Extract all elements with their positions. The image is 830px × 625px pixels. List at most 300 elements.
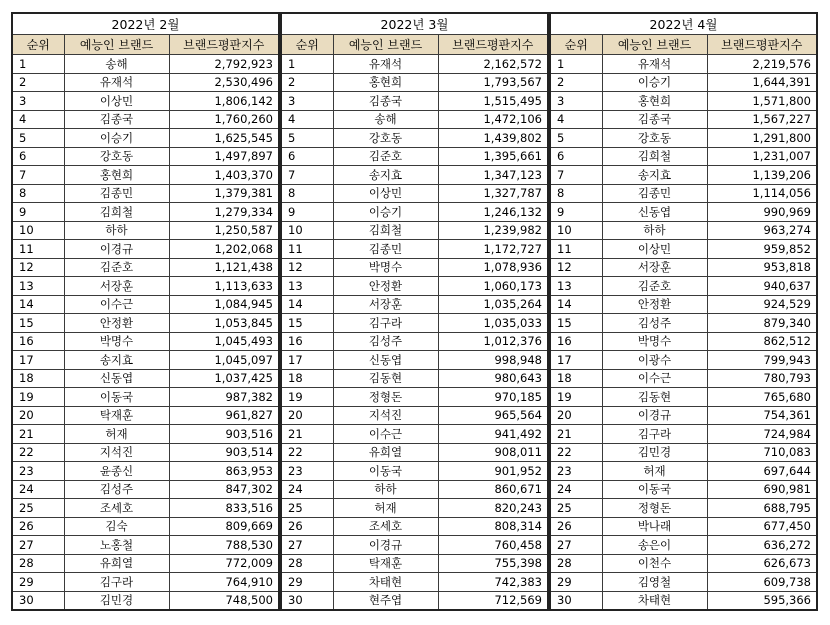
- name-cell: 현주엽: [333, 591, 438, 610]
- table-row: [12, 147, 279, 166]
- index-cell: 959,852: [707, 240, 817, 259]
- rank-cell: 7: [550, 166, 602, 185]
- rank-cell: 18: [281, 369, 333, 388]
- table-row: [550, 240, 817, 259]
- index-cell: 990,969: [707, 203, 817, 222]
- table-row: [550, 406, 817, 425]
- name-cell: 서장훈: [64, 277, 169, 296]
- index-cell: 760,458: [438, 536, 548, 555]
- table-row: [281, 147, 548, 166]
- rank-cell: 3: [12, 92, 64, 111]
- index-cell: 879,340: [707, 314, 817, 333]
- name-cell: 김종민: [64, 184, 169, 203]
- index-cell: 1,231,007: [707, 147, 817, 166]
- table-row: [281, 221, 548, 240]
- table-row: [281, 573, 548, 592]
- table-row: [12, 221, 279, 240]
- table-row: [281, 55, 548, 74]
- index-cell: 754,361: [707, 406, 817, 425]
- name-cell: 유희열: [333, 443, 438, 462]
- name-cell: 유재석: [333, 55, 438, 74]
- rank-cell: 20: [12, 406, 64, 425]
- rank-cell: 8: [281, 184, 333, 203]
- header-row: [550, 35, 817, 55]
- name-cell: 홍현희: [602, 92, 707, 111]
- index-cell: 1,037,425: [169, 369, 279, 388]
- name-cell: 김성주: [64, 480, 169, 499]
- table-row: [281, 499, 548, 518]
- table-2022-04: [549, 12, 818, 611]
- table-row: [12, 314, 279, 333]
- rank-cell: 5: [550, 129, 602, 148]
- rank-cell: 17: [550, 351, 602, 370]
- index-cell: 1,084,945: [169, 295, 279, 314]
- table-row: [12, 536, 279, 555]
- month-row: [12, 13, 279, 35]
- index-cell: 780,793: [707, 369, 817, 388]
- rank-cell: 5: [12, 129, 64, 148]
- table-row: [12, 295, 279, 314]
- table-row: [12, 573, 279, 592]
- rank-cell: 30: [281, 591, 333, 610]
- index-cell: 908,011: [438, 443, 548, 462]
- table-row: [12, 73, 279, 92]
- table-row: [281, 369, 548, 388]
- name-cell: 송지효: [602, 166, 707, 185]
- rank-cell: 2: [281, 73, 333, 92]
- rank-cell: 25: [550, 499, 602, 518]
- table-row: [281, 332, 548, 351]
- index-cell: 764,910: [169, 573, 279, 592]
- name-cell: 정형돈: [333, 388, 438, 407]
- name-cell: 홍현희: [333, 73, 438, 92]
- rank-cell: 11: [12, 240, 64, 259]
- header-brand: 예능인 브랜드: [602, 35, 707, 55]
- rank-cell: 1: [12, 55, 64, 74]
- rank-cell: 28: [550, 554, 602, 573]
- table-row: [281, 388, 548, 407]
- index-cell: 1,113,633: [169, 277, 279, 296]
- index-cell: 1,567,227: [707, 110, 817, 129]
- table-row: [550, 277, 817, 296]
- table-row: [550, 55, 817, 74]
- name-cell: 안정환: [333, 277, 438, 296]
- rank-cell: 16: [550, 332, 602, 351]
- table-row: [281, 110, 548, 129]
- rank-cell: 25: [281, 499, 333, 518]
- rank-cell: 26: [12, 517, 64, 536]
- table-row: [281, 92, 548, 111]
- index-cell: 961,827: [169, 406, 279, 425]
- table-row: [12, 55, 279, 74]
- name-cell: 조세호: [333, 517, 438, 536]
- table-row: [550, 573, 817, 592]
- table-row: [12, 92, 279, 111]
- table-row: [281, 73, 548, 92]
- name-cell: 신동엽: [602, 203, 707, 222]
- index-cell: 2,162,572: [438, 55, 548, 74]
- name-cell: 탁재훈: [333, 554, 438, 573]
- rank-cell: 14: [281, 295, 333, 314]
- rank-cell: 10: [550, 221, 602, 240]
- table-row: [550, 258, 817, 277]
- rank-cell: 9: [281, 203, 333, 222]
- month-row: [550, 13, 817, 35]
- index-cell: 860,671: [438, 480, 548, 499]
- table-row: [550, 314, 817, 333]
- name-cell: 김구라: [333, 314, 438, 333]
- table-row: [12, 351, 279, 370]
- month-row: [281, 13, 548, 35]
- table-row: [12, 369, 279, 388]
- table-row: [281, 295, 548, 314]
- table-2022-02: [11, 12, 280, 611]
- index-cell: 1,045,097: [169, 351, 279, 370]
- name-cell: 김동현: [602, 388, 707, 407]
- table-row: [550, 517, 817, 536]
- rank-cell: 15: [281, 314, 333, 333]
- name-cell: 송지효: [64, 351, 169, 370]
- index-cell: 1,121,438: [169, 258, 279, 277]
- name-cell: 강호동: [64, 147, 169, 166]
- index-cell: 1,035,264: [438, 295, 548, 314]
- table-row: [281, 277, 548, 296]
- rank-cell: 1: [550, 55, 602, 74]
- header-brand: 예능인 브랜드: [333, 35, 438, 55]
- rank-cell: 26: [281, 517, 333, 536]
- name-cell: 허재: [602, 462, 707, 481]
- index-cell: 1,571,800: [707, 92, 817, 111]
- name-cell: 김종국: [602, 110, 707, 129]
- index-cell: 941,492: [438, 425, 548, 444]
- name-cell: 이동국: [333, 462, 438, 481]
- rank-cell: 19: [550, 388, 602, 407]
- name-cell: 허재: [333, 499, 438, 518]
- name-cell: 김준호: [333, 147, 438, 166]
- rank-cell: 28: [12, 554, 64, 573]
- rank-cell: 13: [12, 277, 64, 296]
- index-cell: 788,530: [169, 536, 279, 555]
- rank-cell: 8: [550, 184, 602, 203]
- index-cell: 987,382: [169, 388, 279, 407]
- index-cell: 748,500: [169, 591, 279, 610]
- rank-cell: 10: [12, 221, 64, 240]
- index-cell: 863,953: [169, 462, 279, 481]
- rank-cell: 29: [281, 573, 333, 592]
- name-cell: 지석진: [64, 443, 169, 462]
- index-cell: 1,139,206: [707, 166, 817, 185]
- rank-cell: 17: [12, 351, 64, 370]
- table-row: [12, 554, 279, 573]
- table-row: [281, 443, 548, 462]
- table-row: [550, 425, 817, 444]
- index-cell: 1,625,545: [169, 129, 279, 148]
- header-rank: 순위: [281, 35, 333, 55]
- rank-cell: 10: [281, 221, 333, 240]
- index-cell: 772,009: [169, 554, 279, 573]
- index-cell: 1,291,800: [707, 129, 817, 148]
- index-cell: 677,450: [707, 517, 817, 536]
- table-row: [12, 166, 279, 185]
- index-cell: 710,083: [707, 443, 817, 462]
- index-cell: 609,738: [707, 573, 817, 592]
- index-cell: 1,239,982: [438, 221, 548, 240]
- header-index: 브랜드평판지수: [438, 35, 548, 55]
- name-cell: 이수근: [333, 425, 438, 444]
- index-cell: 1,327,787: [438, 184, 548, 203]
- name-cell: 김종국: [64, 110, 169, 129]
- table-row: [281, 240, 548, 259]
- index-cell: 903,516: [169, 425, 279, 444]
- name-cell: 윤종신: [64, 462, 169, 481]
- table-row: [12, 258, 279, 277]
- name-cell: 지석진: [333, 406, 438, 425]
- name-cell: 김민경: [64, 591, 169, 610]
- index-cell: 1,250,587: [169, 221, 279, 240]
- index-cell: 1,644,391: [707, 73, 817, 92]
- table-row: [12, 406, 279, 425]
- name-cell: 김구라: [64, 573, 169, 592]
- index-cell: 998,948: [438, 351, 548, 370]
- name-cell: 김종민: [602, 184, 707, 203]
- name-cell: 이동국: [64, 388, 169, 407]
- rank-cell: 18: [550, 369, 602, 388]
- table-row: [281, 536, 548, 555]
- name-cell: 김구라: [602, 425, 707, 444]
- rank-cell: 20: [281, 406, 333, 425]
- header-row: [12, 35, 279, 55]
- table-row: [281, 314, 548, 333]
- name-cell: 박명수: [64, 332, 169, 351]
- index-cell: 1,202,068: [169, 240, 279, 259]
- table-row: [12, 110, 279, 129]
- index-cell: 833,516: [169, 499, 279, 518]
- table-row: [12, 388, 279, 407]
- table-row: [281, 554, 548, 573]
- header-rank: 순위: [12, 35, 64, 55]
- rank-cell: 4: [12, 110, 64, 129]
- index-cell: 965,564: [438, 406, 548, 425]
- index-cell: 940,637: [707, 277, 817, 296]
- rank-cell: 29: [12, 573, 64, 592]
- index-cell: 1,497,897: [169, 147, 279, 166]
- name-cell: 하하: [602, 221, 707, 240]
- table-row: [550, 351, 817, 370]
- rank-cell: 11: [550, 240, 602, 259]
- table-row: [281, 406, 548, 425]
- rank-cell: 23: [550, 462, 602, 481]
- table-row: [550, 73, 817, 92]
- name-cell: 강호동: [333, 129, 438, 148]
- month-title: 2022년 2월: [12, 13, 279, 35]
- name-cell: 하하: [64, 221, 169, 240]
- table-row: [281, 166, 548, 185]
- table-row: [12, 425, 279, 444]
- rank-cell: 8: [12, 184, 64, 203]
- name-cell: 송해: [64, 55, 169, 74]
- table-row: [550, 388, 817, 407]
- rank-cell: 22: [12, 443, 64, 462]
- index-cell: 2,792,923: [169, 55, 279, 74]
- rank-cell: 27: [281, 536, 333, 555]
- rank-cell: 12: [550, 258, 602, 277]
- index-cell: 724,984: [707, 425, 817, 444]
- header-index: 브랜드평판지수: [707, 35, 817, 55]
- index-cell: 690,981: [707, 480, 817, 499]
- name-cell: 김준호: [602, 277, 707, 296]
- index-cell: 847,302: [169, 480, 279, 499]
- name-cell: 안정환: [602, 295, 707, 314]
- rank-cell: 27: [550, 536, 602, 555]
- index-cell: 595,366: [707, 591, 817, 610]
- rank-cell: 16: [281, 332, 333, 351]
- rank-cell: 11: [281, 240, 333, 259]
- table-row: [12, 591, 279, 610]
- index-cell: 953,818: [707, 258, 817, 277]
- table-row: [281, 203, 548, 222]
- rank-cell: 3: [550, 92, 602, 111]
- index-cell: 1,439,802: [438, 129, 548, 148]
- name-cell: 이광수: [602, 351, 707, 370]
- name-cell: 신동엽: [64, 369, 169, 388]
- name-cell: 박나래: [602, 517, 707, 536]
- index-cell: 1,012,376: [438, 332, 548, 351]
- table-row: [550, 221, 817, 240]
- table-row: [550, 166, 817, 185]
- name-cell: 송지효: [333, 166, 438, 185]
- table-row: [281, 258, 548, 277]
- name-cell: 이수근: [602, 369, 707, 388]
- table-row: [550, 129, 817, 148]
- name-cell: 박명수: [333, 258, 438, 277]
- rank-cell: 2: [12, 73, 64, 92]
- header-row: [281, 35, 548, 55]
- index-cell: 1,472,106: [438, 110, 548, 129]
- index-cell: 1,114,056: [707, 184, 817, 203]
- name-cell: 정형돈: [602, 499, 707, 518]
- rank-cell: 28: [281, 554, 333, 573]
- table-row: [550, 536, 817, 555]
- rank-cell: 29: [550, 573, 602, 592]
- rank-cell: 14: [12, 295, 64, 314]
- table-row: [281, 462, 548, 481]
- index-cell: 903,514: [169, 443, 279, 462]
- ranking-tables: [11, 12, 818, 611]
- name-cell: 강호동: [602, 129, 707, 148]
- name-cell: 탁재훈: [64, 406, 169, 425]
- name-cell: 이경규: [64, 240, 169, 259]
- name-cell: 이상민: [602, 240, 707, 259]
- index-cell: 809,669: [169, 517, 279, 536]
- name-cell: 김영철: [602, 573, 707, 592]
- table-row: [12, 184, 279, 203]
- table-row: [550, 147, 817, 166]
- name-cell: 김희철: [602, 147, 707, 166]
- index-cell: 755,398: [438, 554, 548, 573]
- index-cell: 1,246,132: [438, 203, 548, 222]
- rank-cell: 13: [281, 277, 333, 296]
- name-cell: 유재석: [602, 55, 707, 74]
- name-cell: 김희철: [64, 203, 169, 222]
- rank-cell: 17: [281, 351, 333, 370]
- header-brand: 예능인 브랜드: [64, 35, 169, 55]
- rank-cell: 14: [550, 295, 602, 314]
- index-cell: 820,243: [438, 499, 548, 518]
- table-row: [550, 369, 817, 388]
- rank-cell: 4: [550, 110, 602, 129]
- rank-cell: 19: [12, 388, 64, 407]
- name-cell: 김종민: [333, 240, 438, 259]
- index-cell: 1,806,142: [169, 92, 279, 111]
- index-cell: 1,060,173: [438, 277, 548, 296]
- index-cell: 1,279,334: [169, 203, 279, 222]
- rank-cell: 18: [12, 369, 64, 388]
- table-row: [550, 443, 817, 462]
- rank-cell: 30: [12, 591, 64, 610]
- name-cell: 안정환: [64, 314, 169, 333]
- index-cell: 1,172,727: [438, 240, 548, 259]
- rank-cell: 12: [12, 258, 64, 277]
- index-cell: 1,793,567: [438, 73, 548, 92]
- rank-cell: 21: [12, 425, 64, 444]
- rank-cell: 22: [281, 443, 333, 462]
- name-cell: 송은이: [602, 536, 707, 555]
- index-cell: 799,943: [707, 351, 817, 370]
- table-row: [550, 295, 817, 314]
- name-cell: 이천수: [602, 554, 707, 573]
- index-cell: 2,530,496: [169, 73, 279, 92]
- rank-cell: 21: [281, 425, 333, 444]
- table-row: [550, 499, 817, 518]
- rank-cell: 30: [550, 591, 602, 610]
- name-cell: 김민경: [602, 443, 707, 462]
- rank-cell: 12: [281, 258, 333, 277]
- table-row: [12, 203, 279, 222]
- rank-cell: 7: [12, 166, 64, 185]
- table-row: [12, 499, 279, 518]
- table-row: [12, 462, 279, 481]
- index-cell: 1,760,260: [169, 110, 279, 129]
- table-row: [281, 425, 548, 444]
- name-cell: 김성주: [333, 332, 438, 351]
- index-cell: 2,219,576: [707, 55, 817, 74]
- rank-cell: 6: [281, 147, 333, 166]
- rank-cell: 23: [281, 462, 333, 481]
- rank-cell: 2: [550, 73, 602, 92]
- index-cell: 697,644: [707, 462, 817, 481]
- index-cell: 980,643: [438, 369, 548, 388]
- index-cell: 1,515,495: [438, 92, 548, 111]
- name-cell: 이승기: [64, 129, 169, 148]
- name-cell: 박명수: [602, 332, 707, 351]
- table-row: [281, 517, 548, 536]
- table-row: [12, 517, 279, 536]
- month-title: 2022년 3월: [281, 13, 548, 35]
- name-cell: 신동엽: [333, 351, 438, 370]
- name-cell: 이수근: [64, 295, 169, 314]
- name-cell: 유희열: [64, 554, 169, 573]
- name-cell: 이동국: [602, 480, 707, 499]
- rank-cell: 16: [12, 332, 64, 351]
- rank-cell: 13: [550, 277, 602, 296]
- table-row: [281, 184, 548, 203]
- index-cell: 1,403,370: [169, 166, 279, 185]
- index-cell: 688,795: [707, 499, 817, 518]
- index-cell: 636,272: [707, 536, 817, 555]
- name-cell: 차태현: [333, 573, 438, 592]
- rank-cell: 19: [281, 388, 333, 407]
- rank-cell: 9: [12, 203, 64, 222]
